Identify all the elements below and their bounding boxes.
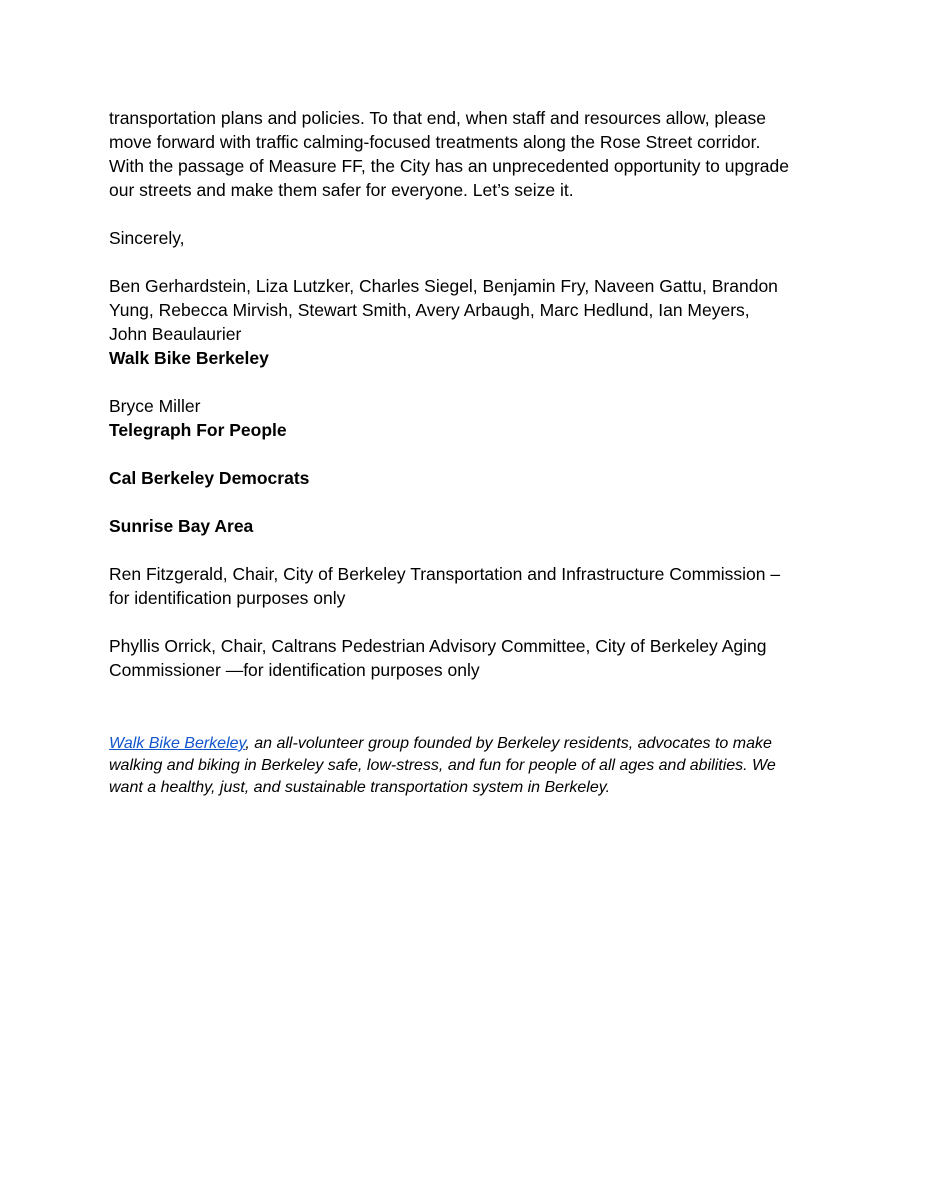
signatory-block-telegraph [109,394,829,442]
signatory-block-orrick [109,634,829,682]
closing-paragraph [109,106,829,202]
signatory-block-fitzgerald [109,562,829,610]
organization-name: Walk Bike Berkeley [109,348,269,368]
signatory-line: Ren Fitzgerald, Chair, City of Berkeley Transportation and Infrastructure Commission – [109,564,781,584]
organization-name: Sunrise Bay Area [109,516,254,536]
footer-note [109,733,839,799]
footer-line [109,733,839,755]
signatory-block-cal-dems [109,466,829,490]
paragraph-line: transportation plans and policies. To that end, when staff and resources allow, please [109,108,766,128]
signatory-block-walk-bike-berkeley [109,274,829,370]
organization-name: Cal Berkeley Democrats [109,468,310,488]
signatory-name: Bryce Miller [109,396,201,416]
paragraph-line: our streets and make them safer for everyone. Let’s seize it. [109,180,574,200]
signatory-names-line: Yung, Rebecca Mirvish, Stewart Smith, Avery Arbaugh, Marc Hedlund, Ian Meyers, [109,300,750,320]
paragraph-line: move forward with traffic calming-focused treatments along the Rose Street corridor. [109,132,761,152]
salutation: Sincerely, [109,228,185,248]
signatory-line: Phyllis Orrick, Chair, Caltrans Pedestrian Advisory Committee, City of Berkeley Aging [109,636,767,656]
footer-text: , an all-volunteer group founded by Berkeley residents, advocates to make [245,735,772,752]
footer-line: want a healthy, just, and sustainable transportation system in Berkeley. [109,779,611,796]
signatory-line: Commissioner —for identification purposes only [109,660,480,680]
paragraph-line: With the passage of Measure FF, the City has an unprecedented opportunity to upgrade [109,156,789,176]
signatory-block-sunrise [109,514,829,538]
signatory-names-line: Ben Gerhardstein, Liza Lutzker, Charles Siegel, Benjamin Fry, Naveen Gattu, Brandon [109,276,778,296]
signatory-names-line: John Beaulaurier [109,324,242,344]
organization-name: Telegraph For People [109,420,287,440]
letter-body [109,106,829,706]
footer-line: walking and biking in Berkeley safe, low-stress, and fun for people of all ages and abilities. We [109,757,776,774]
walk-bike-berkeley-link[interactable]: Walk Bike Berkeley [109,735,246,752]
signatory-line: for identification purposes only [109,588,346,608]
